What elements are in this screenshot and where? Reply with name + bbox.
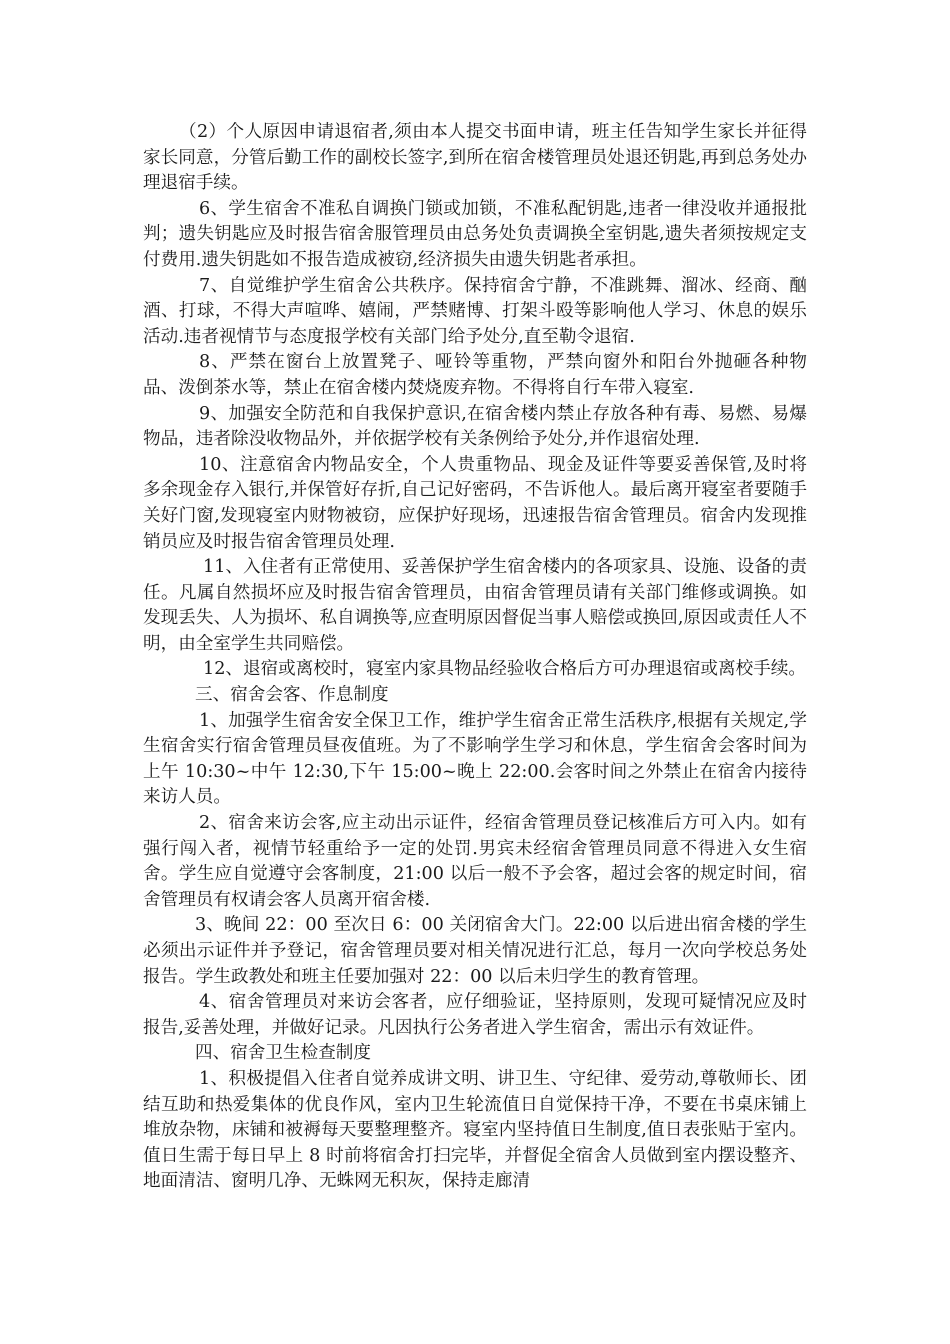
paragraph-rule-6: 6、学生宿舍不准私自调换门锁或加锁，不准私配钥匙,违者一律没收并通报批判；遗失钥匙应及时报告宿舍服管理员由总务处负责调换全室钥匙,遗失者须按规定支付费用.遗失钥匙如不报告造成被窃,经济损失由遗失钥匙者承担。 — [143, 198, 807, 270]
paragraph-visitors-3: 3、晚间 22：00 至次日 6：00 关闭宿舍大门。22:00 以后进出宿舍楼的学生必须出示证件并予登记，宿舍管理员要对相关情况进行汇总，每月一次向学校总务处报告。学生政教处和班主任要加强对 22：00 以后未归学生的教育管理。 — [143, 915, 807, 987]
paragraph-rule-9: 9、加强安全防范和自我保护意识,在宿舍楼内禁止存放各种有毒、易燃、易爆物品，违者除没收物品外，并依据学校有关条例给予处分,并作退宿处理. — [143, 403, 807, 450]
paragraph-rule-10: 10、注意宿舍内物品安全，个人贵重物品、现金及证件等要妥善保管,及时将多余现金存入银行,并保管好存折,自己记好密码，不告诉他人。最后离开寝室者要随手关好门窗,发现寝室内财物被窃，应保护好现场，迅速报告宿舍管理员。宿舍内发现推销员应及时报告宿舍管理员处理. — [143, 454, 807, 552]
paragraph-withdrawal-personal: （2）个人原因申请退宿者,须由本人提交书面申请，班主任告知学生家长并征得家长同意，分管后勤工作的副校长签字,到所在宿舍楼管理员处退还钥匙,再到总务处办理退宿手续。 — [143, 122, 807, 194]
paragraph-rule-11: 11、入住者有正常使用、妥善保护学生宿舍楼内的各项家具、设施、设备的责任。凡属自然损坏应及时报告宿舍管理员，由宿舍管理员请有关部门维修或调换。如发现丢失、人为损坏、私自调换等,应查明原因督促当事人赔偿或换回,原因或责任人不明，由全室学生共同赔偿。 — [143, 557, 807, 654]
paragraph-visitors-4: 4、宿舍管理员对来访会客者，应仔细验证，坚持原则，发现可疑情况应及时报告,妥善处理，并做好记录。凡因执行公务者进入学生宿舍，需出示有效证件。 — [143, 992, 807, 1038]
section-heading-visitors: 三、宿舍会客、作息制度 — [195, 685, 389, 706]
paragraph-rule-12: 12、退宿或离校时，寝室内家具物品经验收合格后方可办理退宿或离校手续。 — [203, 659, 806, 680]
paragraph-rule-8: 8、严禁在窗台上放置凳子、哑铃等重物，严禁向窗外和阳台外抛砸各种物品、泼倒茶水等，禁止在宿舍楼内焚烧废弃物。不得将自行车带入寝室. — [143, 352, 807, 398]
document-body — [143, 120, 807, 1195]
paragraph-hygiene-1: 1、积极提倡入住者自觉养成讲文明、讲卫生、守纪律、爱劳动,尊敬师长、团结互助和热爱集体的优良作风，室内卫生轮流值日自觉保持干净，不要在书桌床铺上堆放杂物，床铺和被褥每天要整理整齐。寝室内坚持值日生制度,值日表张贴于室内。值日生需于每日早上 8 时前将宿舍打扫完毕，并督促全宿舍人员做到室内摆设整齐、地面清洁、窗明几净、无蛛网无积灰，保持走廊清 — [143, 1068, 807, 1192]
paragraph-visitors-1: 1、加强学生宿舍安全保卫工作，维护学生宿舍正常生活秩序,根据有关规定,学生宿舍实行宿舍管理员昼夜值班。为了不影响学生学习和休息，学生宿舍会客时间为上午 10:30~中午 12:30,下午 15:00~晚上 22:00.会客时间之外禁止在宿舍内接待来访人员。 — [143, 710, 807, 808]
paragraph-rule-7: 7、自觉维护学生宿舍公共秩序。保持宿舍宁静，不准跳舞、溜冰、经商、酗酒、打球，不得大声喧哗、嬉闹，严禁赌博、打架斗殴等影响他人学习、休息的娱乐活动.违者视情节与态度报学校有关部门给予处分,直至勒令退宿. — [143, 275, 807, 347]
section-heading-hygiene: 四、宿舍卫生检查制度 — [195, 1043, 371, 1064]
paragraph-visitors-2: 2、宿舍来访会客,应主动出示证件，经宿舍管理员登记核准后方可入内。如有强行闯入者，视情节轻重给予一定的处罚.男宾未经宿舍管理员同意不得进入女生宿舍。学生应自觉遵守会客制度，21:00 以后一般不予会客，超过会客的规定时间，宿舍管理员有权请会客人员离开宿舍楼. — [143, 813, 807, 910]
